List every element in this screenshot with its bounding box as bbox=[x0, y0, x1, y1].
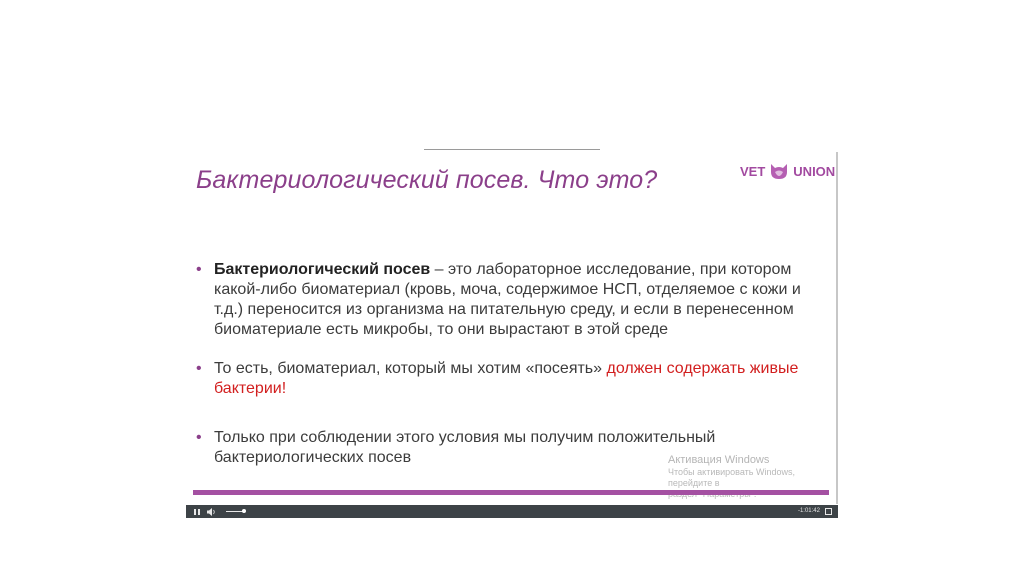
logo-text-left: VET bbox=[740, 163, 766, 179]
vet-union-logo bbox=[740, 160, 835, 182]
highlighted-text: бактерии! bbox=[214, 380, 287, 397]
bullet-text-line: т.д.) переносится из организма на питательную среду, и если в перенесенном bbox=[214, 301, 794, 318]
time-remaining: -1:01:42 bbox=[797, 508, 820, 514]
bullet-text-line: Только при соблюдении этого условия мы получим положительный bbox=[214, 429, 716, 446]
bullet-dot: • bbox=[196, 360, 202, 377]
list-item bbox=[196, 359, 832, 399]
volume-icon[interactable] bbox=[206, 505, 218, 518]
list-item bbox=[196, 260, 832, 340]
bullet-text-line: какой-либо биоматериал (кровь, моча, содержимое НСП, отделяемое с кожи и bbox=[214, 281, 801, 298]
slide bbox=[186, 152, 838, 518]
bullet-dot: • bbox=[196, 261, 202, 278]
slide-title: Бактериологический посев. Что это? bbox=[196, 166, 658, 194]
top-divider-line bbox=[424, 149, 600, 150]
logo-text-right: UNION bbox=[793, 163, 836, 179]
highlighted-text: должен содержать живые bbox=[606, 360, 799, 377]
bullet-dot: • bbox=[196, 429, 202, 446]
pause-icon[interactable] bbox=[192, 505, 202, 518]
bullet-text-line: биоматериале есть микробы, то они вырастают в этой среде bbox=[214, 321, 669, 338]
watermark-line: Чтобы активировать Windows, перейдите в bbox=[668, 467, 795, 488]
seek-handle[interactable] bbox=[242, 509, 246, 513]
slide-border bbox=[836, 152, 838, 504]
bold-term: Бактериологический посев bbox=[214, 261, 431, 278]
watermark-title: Активация Windows bbox=[668, 454, 770, 466]
bullet-text-line: бактериологических посев bbox=[214, 449, 412, 466]
cat-head-icon bbox=[768, 160, 790, 182]
speaker-icon bbox=[207, 508, 217, 516]
video-control-bar bbox=[186, 505, 838, 518]
bullet-text-line: – это лабораторное исследование, при котором bbox=[430, 261, 792, 278]
bullet-text-line: То есть, биоматериал, который мы хотим «посеять» bbox=[214, 360, 607, 377]
fullscreen-icon[interactable] bbox=[824, 505, 833, 518]
slide-accent-bar bbox=[193, 490, 829, 495]
